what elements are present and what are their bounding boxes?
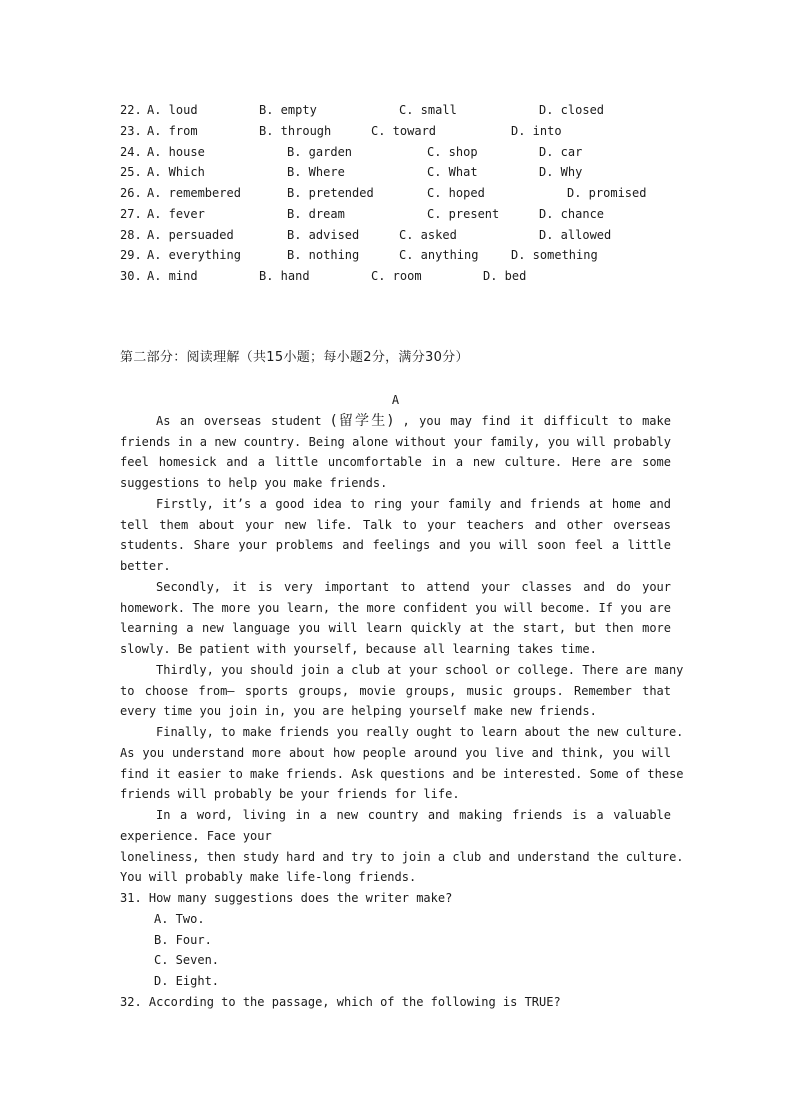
option-d: D. into [511, 123, 562, 138]
question-number: 29. [120, 248, 142, 263]
question-31-option-b: B. Four. [154, 932, 212, 947]
question-31-option-c: C. Seven. [154, 953, 220, 968]
cloze-row-24 [120, 142, 680, 163]
question-number: 22. [120, 103, 142, 117]
option-a: A. from [147, 123, 198, 138]
question-31-stem: 31. How many suggestions does the writer make? [120, 891, 453, 905]
option-c: C. small [399, 103, 457, 117]
passage-line: suggestions to help you make friends. [120, 476, 388, 490]
passage-line: to choose from— sports groups, movie groups, music groups. Remember that [120, 683, 671, 698]
option-c: C. shop [427, 144, 478, 159]
cloze-row-23 [120, 121, 680, 142]
question-number: 25. [120, 165, 142, 180]
option-c: C. toward [371, 123, 437, 138]
option-a: A. everything [147, 248, 241, 263]
passage-line: Thirdly, you should join a club at your school or college. There are many [156, 662, 684, 677]
passage-line: friends will probably be your friends for life. [120, 787, 460, 802]
option-a: A. persuaded [147, 227, 234, 242]
passage-line: homework. The more you learn, the more confident you will become. If you are [120, 600, 671, 615]
question-31-option-d: D. Eight. [154, 974, 220, 988]
cloze-row-22 [120, 100, 680, 121]
option-a: A. fever [147, 206, 205, 221]
option-d: D. closed [539, 103, 605, 117]
passage-line: Finally, to make friends you really ought to learn about the new culture. [156, 725, 684, 739]
passage-line: friends in a new country. Being alone without your family, you will probably [120, 434, 671, 449]
passage-line: tell them about your new life. Talk to your teachers and other overseas [120, 517, 671, 532]
passage-line: experience. Face your [120, 828, 272, 843]
passage-line: feel homesick and a little uncomfortable in a new culture. Here are some [120, 455, 671, 470]
option-d: D. Why [539, 165, 583, 180]
question-number: 28. [120, 227, 142, 242]
passage-line: students. Share your problems and feelings and you will soon feel a little [120, 538, 671, 553]
cloze-row-29 [120, 245, 680, 266]
question-number: 27. [120, 206, 142, 221]
passage-line: every time you join in, you are helping yourself make new friends. [120, 704, 597, 719]
option-a: A. loud [147, 103, 198, 117]
passage-line: better. [120, 559, 171, 573]
option-b: B. pretended [287, 186, 374, 200]
option-d: D. allowed [539, 227, 612, 242]
passage-line: In a word, living in a new country and making friends is a valuable [156, 808, 671, 822]
option-a: A. mind [147, 269, 198, 283]
passage-line: find it easier to make friends. Ask questions and be interested. Some of these [120, 766, 684, 781]
cloze-row-28 [120, 225, 680, 246]
question-number: 26. [120, 186, 142, 200]
option-b: B. nothing [287, 248, 360, 263]
option-b: B. Where [287, 165, 345, 180]
option-b: B. advised [287, 227, 360, 242]
cloze-row-30 [120, 266, 680, 287]
reading-passage [120, 390, 684, 1013]
option-c: C. hoped [427, 186, 485, 200]
option-c: C. present [427, 206, 500, 221]
passage-letter: A [391, 393, 400, 407]
option-d: D. chance [539, 206, 605, 221]
passage-line: Secondly, it is very important to attend your classes and do your [156, 579, 671, 594]
question-32-stem: 32. According to the passage, which of the following is TRUE? [120, 994, 561, 1009]
option-b: B. through [259, 123, 332, 138]
option-a: A. house [147, 144, 205, 159]
section-title: 第二部分：阅读理解（共15小题；每小题2分，满分30分） [120, 350, 469, 365]
cloze-options [120, 100, 680, 287]
cloze-row-27 [120, 204, 680, 225]
option-b: B. dream [287, 206, 345, 221]
option-b: B. hand [259, 269, 310, 283]
passage-line: You will probably make life-long friends. [120, 870, 417, 885]
option-a: A. Which [147, 165, 205, 180]
question-number: 30. [120, 269, 142, 283]
option-d: D. something [511, 248, 598, 263]
cloze-row-25 [120, 162, 680, 183]
passage-line: Firstly, it’s a good idea to ring your family and friends at home and [156, 496, 671, 511]
option-c: C. asked [399, 227, 457, 242]
passage-line: loneliness, then study hard and try to join a club and understand the culture. [120, 849, 684, 864]
question-number: 24. [120, 144, 142, 159]
option-b: B. garden [287, 144, 353, 159]
question-number: 23. [120, 123, 142, 138]
option-d: D. bed [483, 269, 527, 283]
option-b: B. empty [259, 103, 317, 117]
option-c: C. room [371, 269, 422, 283]
option-c: C. anything [399, 248, 479, 263]
option-d: D. car [539, 144, 583, 159]
passage-line: learning a new language you will learn quickly at the start, but then more [120, 621, 671, 636]
cloze-row-26 [120, 183, 680, 204]
passage-line: As an overseas student (留学生) , you may find it difficult to make [156, 412, 671, 429]
option-c: C. What [427, 165, 478, 180]
passage-line: As you understand more about how people around you live and think, you will [120, 745, 671, 760]
option-d: D. promised [567, 186, 647, 200]
question-31-option-a: A. Two. [154, 911, 205, 926]
passage-line: slowly. Be patient with yourself, because all learning takes time. [120, 642, 597, 656]
option-a: A. remembered [147, 186, 241, 200]
